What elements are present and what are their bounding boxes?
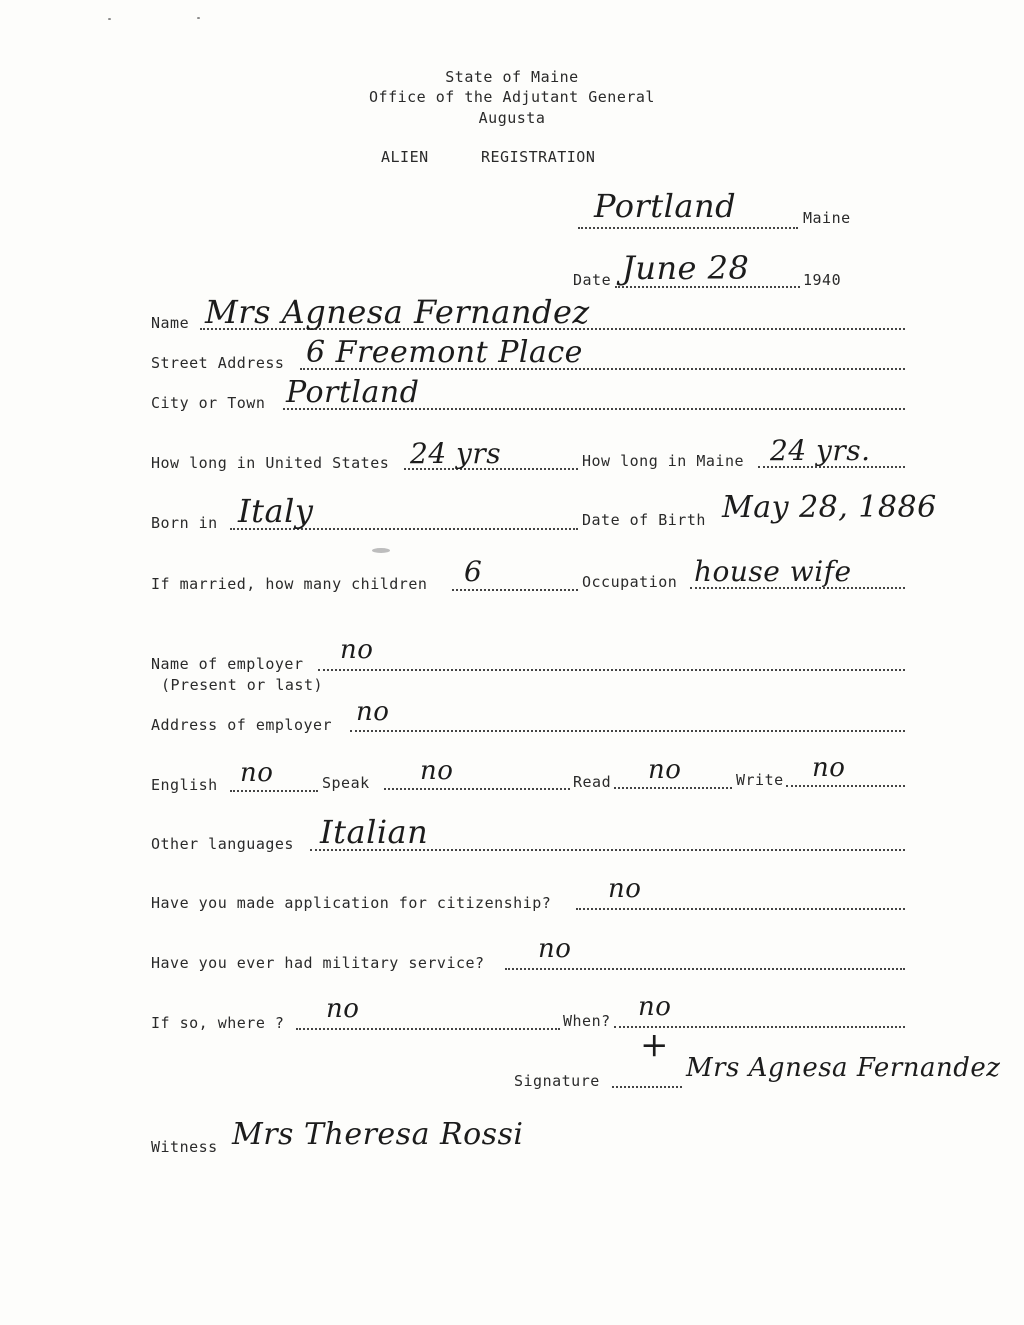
dob-label: Date of Birth — [582, 511, 706, 529]
born-in-label: Born in — [151, 514, 218, 532]
read-label: Read — [573, 773, 612, 791]
witness-value: Mrs Theresa Rossi — [232, 1117, 524, 1152]
header-office: Office of the Adjutant General — [369, 88, 655, 106]
name-label: Name — [151, 314, 190, 332]
place-value: Portland — [594, 187, 737, 225]
write-line — [786, 785, 905, 787]
employer-label: Name of employer — [151, 655, 304, 673]
city-value: Portland — [286, 375, 420, 410]
signature-value: Mrs Agnesa Fernandez — [686, 1053, 1001, 1083]
title-registration: REGISTRATION — [481, 148, 596, 166]
when-label: When? — [563, 1012, 611, 1030]
how-long-us-label: How long in United States — [151, 454, 390, 472]
occupation-label: Occupation — [582, 573, 678, 591]
citizenship-line — [576, 908, 905, 910]
speak-label: Speak — [322, 774, 370, 792]
date-label: Date — [573, 271, 612, 289]
write-value: no — [812, 753, 846, 783]
english-line — [230, 790, 318, 792]
other-languages-label: Other languages — [151, 835, 294, 853]
employer-value: no — [340, 635, 374, 665]
read-line — [614, 787, 732, 789]
children-label: If married, how many children — [151, 575, 428, 593]
signature-mark: + — [640, 1025, 669, 1065]
where-label: If so, where ? — [151, 1014, 285, 1032]
dob-value: May 28, 1886 — [722, 490, 937, 525]
signature-line — [612, 1086, 682, 1088]
name-value: Mrs Agnesa Fernandez — [205, 293, 590, 331]
when-value: no — [638, 992, 672, 1022]
military-line — [505, 968, 905, 970]
english-value: no — [240, 758, 274, 788]
employer-address-line — [350, 730, 905, 732]
street-label: Street Address — [151, 354, 285, 372]
other-languages-value: Italian — [320, 813, 429, 851]
date-year: 1940 — [803, 271, 842, 289]
born-in-value: Italy — [238, 492, 314, 530]
write-label: Write — [736, 771, 784, 789]
how-long-maine-label: How long in Maine — [582, 452, 745, 470]
occupation-value: house wife — [694, 555, 852, 588]
employer-address-value: no — [356, 697, 390, 727]
header-state: State of Maine — [445, 68, 579, 86]
how-long-us-value: 24 yrs — [410, 437, 502, 470]
citizenship-label: Have you made application for citizenship? — [151, 894, 552, 912]
how-long-maine-value: 24 yrs. — [770, 434, 871, 467]
children-line — [452, 589, 578, 591]
employer-sublabel: (Present or last) — [161, 676, 324, 694]
children-value: 6 — [464, 555, 483, 588]
speak-line — [384, 788, 570, 790]
scan-speck — [197, 17, 200, 19]
witness-label: Witness — [151, 1138, 218, 1156]
signature-label: Signature — [514, 1072, 600, 1090]
date-value: June 28 — [622, 249, 750, 287]
speak-value: no — [420, 756, 454, 786]
scan-speck — [108, 18, 111, 20]
english-label: English — [151, 776, 218, 794]
employer-line — [318, 669, 905, 671]
city-label: City or Town — [151, 394, 266, 412]
citizenship-value: no — [608, 874, 642, 904]
title-alien: ALIEN — [381, 148, 429, 166]
military-label: Have you ever had military service? — [151, 954, 485, 972]
read-value: no — [648, 755, 682, 785]
where-line — [296, 1028, 560, 1030]
military-value: no — [538, 934, 572, 964]
place-suffix: Maine — [803, 209, 851, 227]
header-city: Augusta — [478, 109, 546, 127]
employer-address-label: Address of employer — [151, 716, 333, 734]
where-value: no — [326, 994, 360, 1024]
place-line — [578, 227, 798, 229]
street-value: 6 Freemont Place — [306, 335, 583, 370]
scan-smudge — [372, 548, 390, 553]
